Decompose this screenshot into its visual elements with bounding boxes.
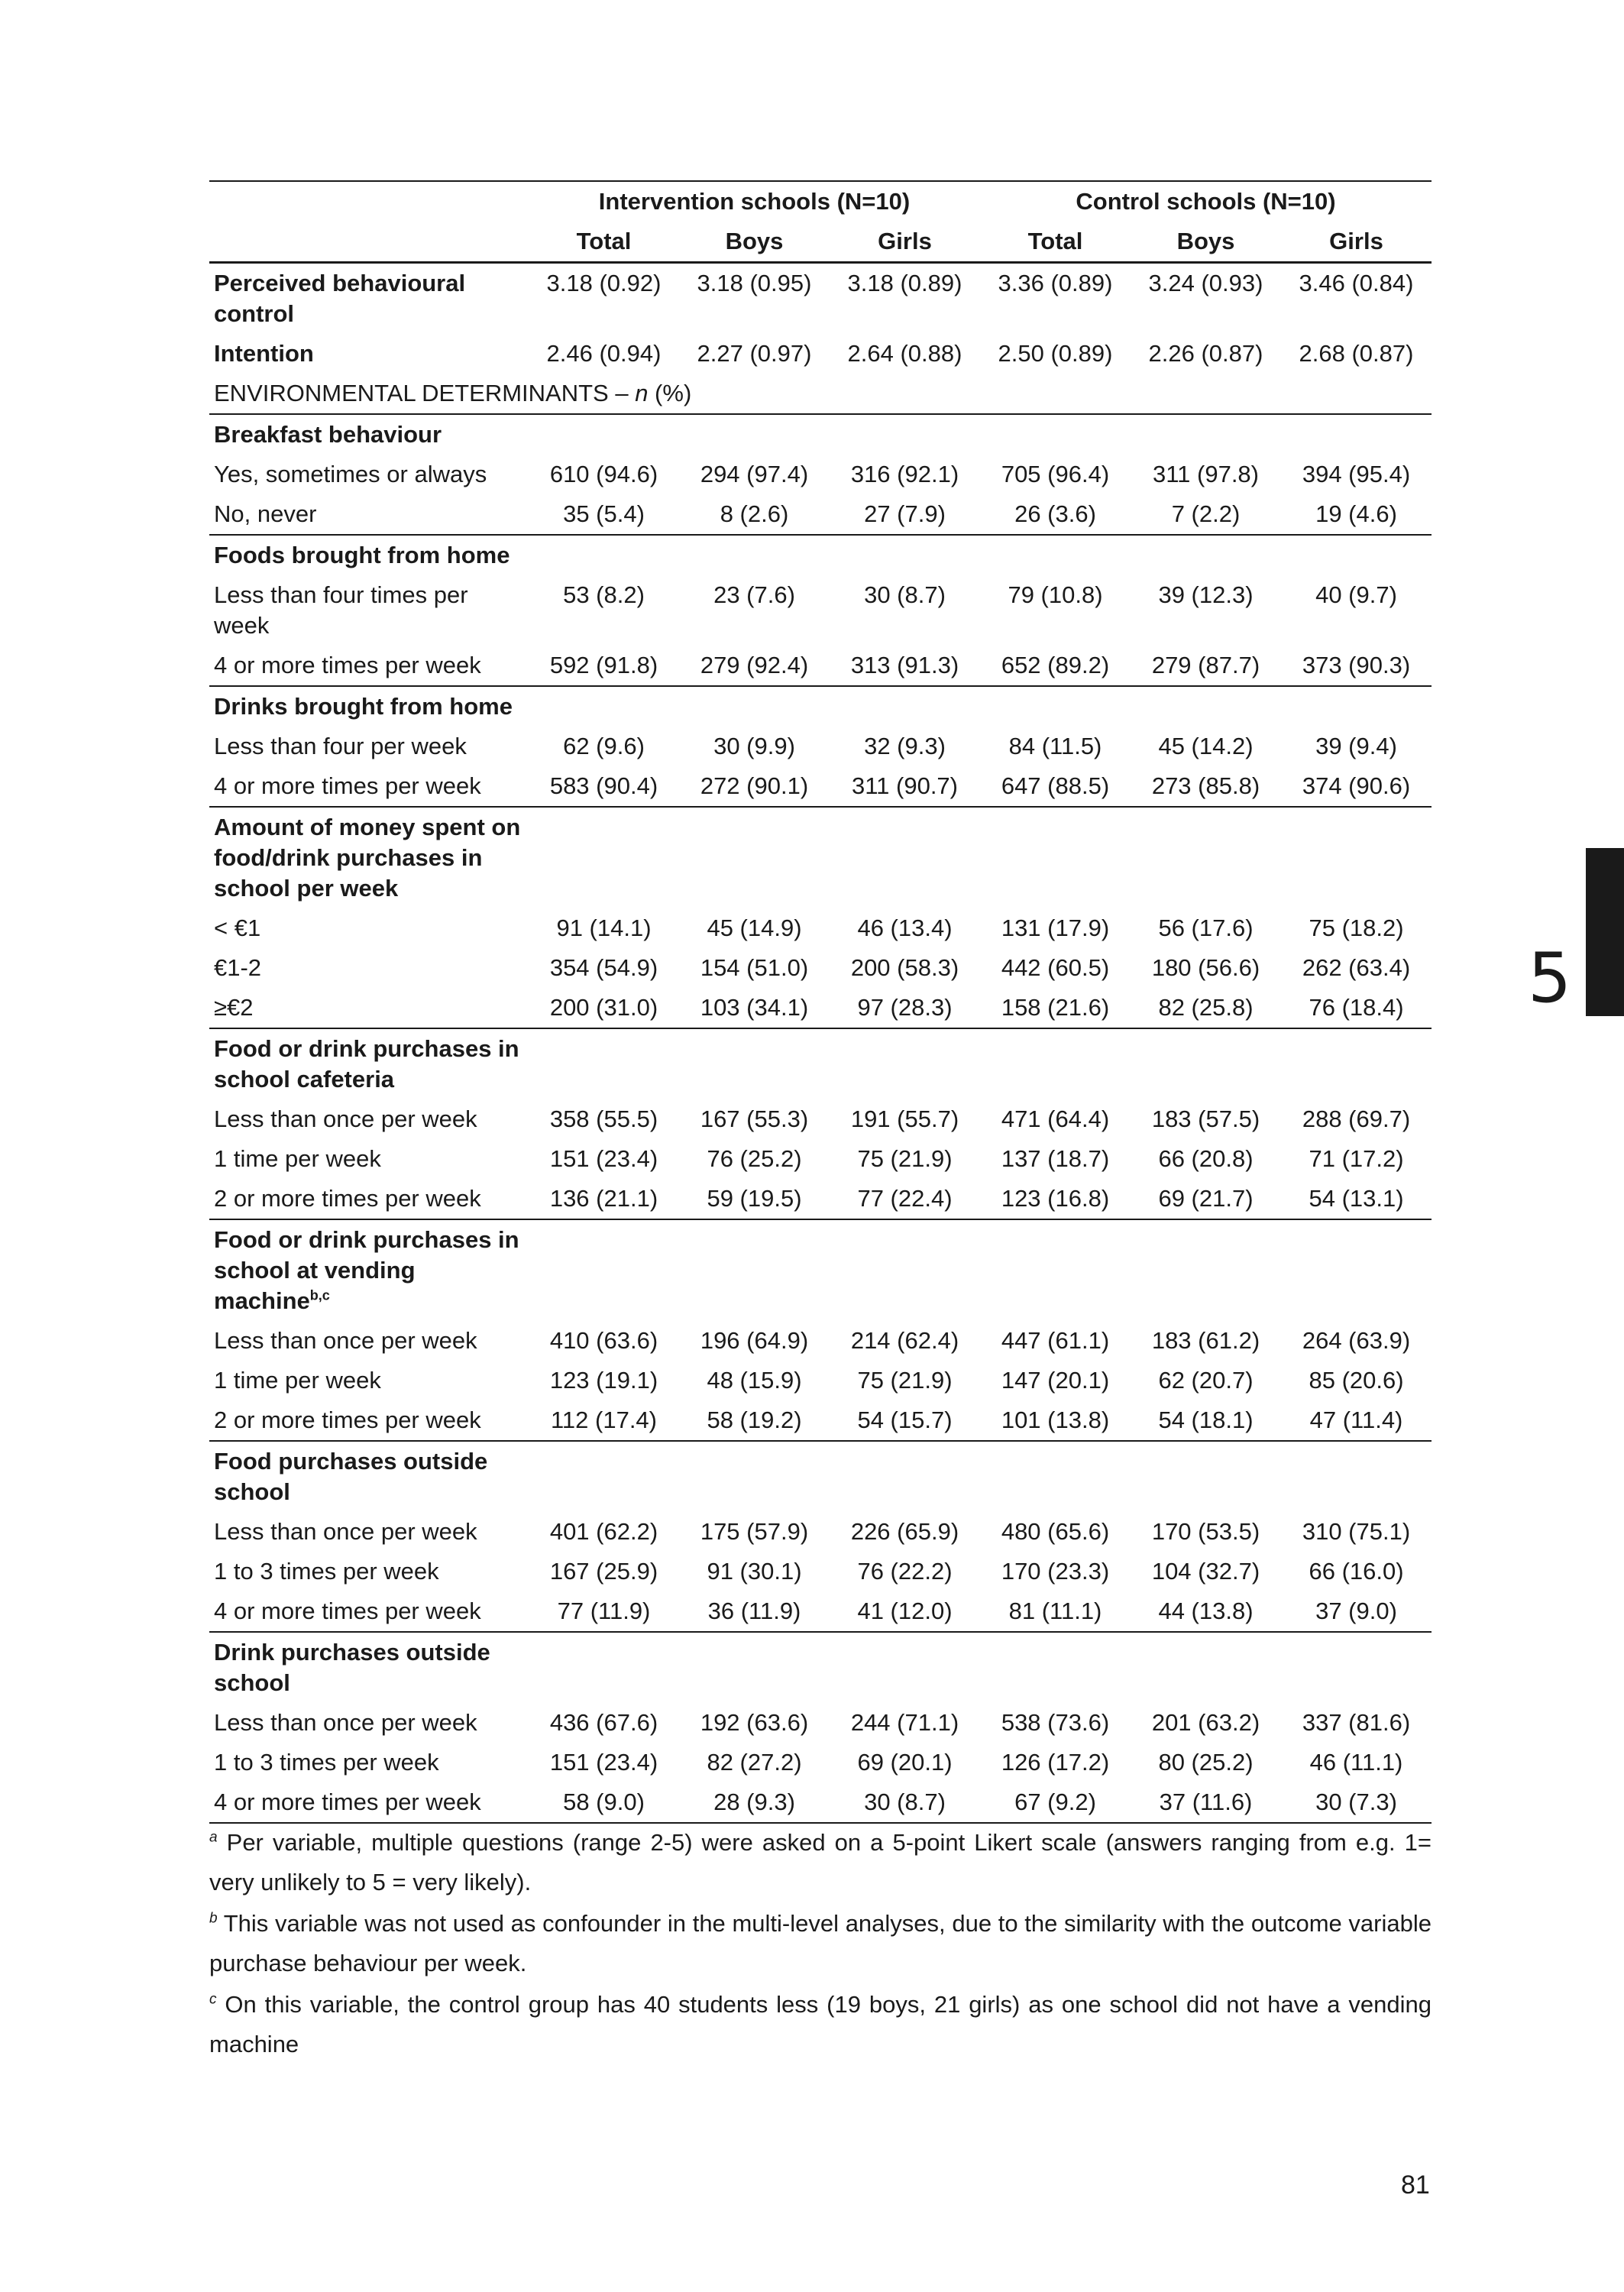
value-cell: 62 (20.7): [1158, 1367, 1254, 1394]
table-row: [209, 1361, 1432, 1400]
value-cell: 47 (11.4): [1281, 1400, 1432, 1441]
value-cell: 84 (11.5): [1008, 733, 1102, 759]
value-cell: 480 (65.6): [1001, 1518, 1110, 1545]
group-heading: [209, 1441, 529, 1512]
table-row: [209, 908, 1432, 948]
table-row: [209, 727, 1432, 766]
row-label: 1 time per week: [214, 1367, 381, 1394]
intervention-schools-header: Intervention schools (N=10): [529, 181, 980, 222]
group-heading: [209, 686, 529, 727]
footnote: [209, 1904, 1432, 1983]
value-cell: 91 (14.1): [556, 915, 652, 941]
empty-cell: [980, 807, 1131, 908]
value-cell: 201 (63.2): [1151, 1709, 1260, 1736]
value-cell: 126 (17.2): [1001, 1749, 1110, 1776]
value-cell: 191 (55.7): [850, 1106, 959, 1132]
group-heading-text: Food purchases outside school: [214, 1448, 488, 1505]
value-cell: 19 (4.6): [1281, 494, 1432, 535]
value-cell: 288 (69.7): [1302, 1106, 1411, 1132]
value-cell: 103 (34.1): [679, 988, 830, 1028]
value-cell: 77 (22.4): [830, 1179, 980, 1219]
value-cell: 123 (19.1): [549, 1367, 658, 1394]
value-cell: 35 (5.4): [529, 494, 679, 535]
value-cell: 471 (64.4): [1001, 1106, 1110, 1132]
value-cell: 200 (58.3): [850, 954, 959, 981]
empty-cell: [1131, 807, 1281, 908]
page-number: 81: [1401, 2171, 1430, 2200]
col-header-intervention-boys: Boys: [679, 222, 830, 263]
value-cell: 3.24 (0.93): [1148, 270, 1263, 296]
value-cell: 30 (7.3): [1281, 1782, 1432, 1823]
value-cell: 76 (18.4): [1281, 988, 1432, 1028]
value-cell: 196 (64.9): [700, 1327, 809, 1354]
empty-cell: [529, 1028, 679, 1099]
chapter-number: 5: [1528, 938, 1572, 1018]
col-header-control-boys: Boys: [1131, 222, 1281, 263]
footnote: [209, 1985, 1432, 2064]
value-cell: 316 (92.1): [850, 461, 959, 487]
value-cell: 3.18 (0.92): [546, 270, 662, 296]
value-cell: 180 (56.6): [1151, 954, 1260, 981]
empty-cell: [980, 535, 1131, 575]
table-row: [209, 948, 1432, 988]
empty-cell: [529, 807, 679, 908]
empty-cell: [1281, 535, 1432, 575]
empty-cell: [529, 686, 679, 727]
group-heading-row: [209, 807, 1432, 908]
table-row: [209, 1321, 1432, 1361]
section-heading: [209, 374, 1432, 414]
empty-cell: [980, 1441, 1131, 1512]
value-cell: 131 (17.9): [1001, 915, 1110, 941]
value-cell: 80 (25.2): [1158, 1749, 1254, 1776]
value-cell: 151 (23.4): [549, 1145, 658, 1172]
table-body: [209, 263, 1432, 1824]
value-cell: 54 (15.7): [830, 1400, 980, 1441]
group-heading-text: Food or drink purchases in school cafeteria: [214, 1035, 519, 1093]
value-cell: 436 (67.6): [549, 1709, 658, 1736]
table-row: [209, 1512, 1432, 1552]
row-label: 4 or more times per week: [209, 1591, 529, 1632]
value-cell: 705 (96.4): [1001, 461, 1110, 487]
empty-cell: [980, 1632, 1131, 1703]
value-cell: 294 (97.4): [700, 461, 809, 487]
table-row: [209, 1179, 1432, 1219]
value-cell: 226 (65.9): [850, 1518, 959, 1545]
empty-header-cell: [209, 222, 529, 263]
empty-cell: [830, 1632, 980, 1703]
table-row: [209, 1552, 1432, 1591]
empty-cell: [830, 1028, 980, 1099]
value-cell: 310 (75.1): [1302, 1518, 1411, 1545]
value-cell: 3.18 (0.89): [847, 270, 962, 296]
value-cell: 76 (25.2): [707, 1145, 802, 1172]
empty-cell: [1281, 414, 1432, 455]
row-label: 4 or more times per week: [209, 766, 529, 807]
section-heading-row: [209, 374, 1432, 414]
value-cell: 170 (53.5): [1151, 1518, 1260, 1545]
group-heading-row: [209, 1219, 1432, 1321]
value-cell: 39 (9.4): [1315, 733, 1397, 759]
value-cell: 54 (18.1): [1131, 1400, 1281, 1441]
group-heading-row: [209, 414, 1432, 455]
group-heading-text: Foods brought from home: [214, 542, 510, 568]
footnote-text: Per variable, multiple questions (range 2-5) were asked on a 5-point Likert scale (answers ranging from e.g. 1= very unlikely to 5 = very likely).: [209, 1829, 1432, 1895]
value-cell: 200 (31.0): [529, 988, 679, 1028]
value-cell: 28 (9.3): [679, 1782, 830, 1823]
value-cell: 82 (25.8): [1131, 988, 1281, 1028]
empty-cell: [679, 1219, 830, 1321]
row-label: Less than four times per week: [214, 581, 468, 639]
value-cell: 137 (18.7): [1001, 1145, 1110, 1172]
footnote-marker: c: [209, 1991, 217, 2008]
value-cell: 54 (13.1): [1281, 1179, 1432, 1219]
value-cell: 41 (12.0): [830, 1591, 980, 1632]
value-cell: 610 (94.6): [549, 461, 658, 487]
empty-cell: [1131, 414, 1281, 455]
value-cell: 85 (20.6): [1309, 1367, 1404, 1394]
value-cell: 66 (16.0): [1309, 1558, 1404, 1585]
table-row: [209, 988, 1432, 1028]
value-cell: 104 (32.7): [1151, 1558, 1260, 1585]
value-cell: 123 (16.8): [980, 1179, 1131, 1219]
table-row: [209, 766, 1432, 807]
empty-cell: [679, 1632, 830, 1703]
value-cell: 67 (9.2): [980, 1782, 1131, 1823]
value-cell: 374 (90.6): [1281, 766, 1432, 807]
value-cell: 56 (17.6): [1158, 915, 1254, 941]
table-row: [209, 646, 1432, 686]
empty-header-cell: [209, 181, 529, 222]
empty-cell: [679, 535, 830, 575]
chapter-tab-marker: [1586, 848, 1624, 1016]
value-cell: 44 (13.8): [1131, 1591, 1281, 1632]
value-cell: 2.46 (0.94): [546, 340, 662, 367]
section-heading-suffix: (%): [648, 380, 692, 406]
empty-cell: [529, 1219, 679, 1321]
value-cell: 69 (21.7): [1131, 1179, 1281, 1219]
row-label: ≥€2: [209, 988, 529, 1028]
empty-cell: [1281, 1441, 1432, 1512]
value-cell: 410 (63.6): [549, 1327, 658, 1354]
empty-cell: [1281, 1632, 1432, 1703]
value-cell: 147 (20.1): [1001, 1367, 1110, 1394]
value-cell: 592 (91.8): [529, 646, 679, 686]
row-label: < €1: [214, 915, 261, 941]
value-cell: 279 (87.7): [1131, 646, 1281, 686]
group-heading: [209, 535, 529, 575]
value-cell: 2.68 (0.87): [1299, 340, 1414, 367]
value-cell: 401 (62.2): [549, 1518, 658, 1545]
empty-cell: [679, 1028, 830, 1099]
value-cell: 167 (25.9): [549, 1558, 658, 1585]
value-cell: 3.18 (0.95): [697, 270, 812, 296]
empty-cell: [830, 414, 980, 455]
table-row: [209, 334, 1432, 374]
empty-cell: [1131, 1028, 1281, 1099]
empty-cell: [830, 1441, 980, 1512]
value-cell: 37 (11.6): [1131, 1782, 1281, 1823]
environmental-determinants-table: [209, 180, 1432, 1824]
value-cell: 170 (23.3): [1001, 1558, 1110, 1585]
row-label: No, never: [209, 494, 529, 535]
empty-cell: [679, 414, 830, 455]
value-cell: 192 (63.6): [700, 1709, 809, 1736]
row-label: Less than once per week: [214, 1106, 477, 1132]
group-heading: [209, 1632, 529, 1703]
group-heading-text: Breakfast behaviour: [214, 421, 442, 448]
value-cell: 45 (14.2): [1158, 733, 1254, 759]
value-cell: 154 (51.0): [700, 954, 809, 981]
value-cell: 46 (11.1): [1309, 1749, 1403, 1776]
value-cell: 2.64 (0.88): [847, 340, 962, 367]
value-cell: 3.46 (0.84): [1299, 270, 1414, 296]
value-cell: 91 (30.1): [707, 1558, 802, 1585]
value-cell: 358 (55.5): [549, 1106, 658, 1132]
value-cell: 647 (88.5): [980, 766, 1131, 807]
empty-cell: [1281, 686, 1432, 727]
row-label: 4 or more times per week: [209, 1782, 529, 1823]
value-cell: 81 (11.1): [980, 1591, 1131, 1632]
value-cell: 101 (13.8): [980, 1400, 1131, 1441]
row-label: 2 or more times per week: [209, 1179, 529, 1219]
value-cell: 66 (20.8): [1158, 1145, 1254, 1172]
empty-cell: [1131, 535, 1281, 575]
row-label: Less than once per week: [214, 1709, 477, 1736]
empty-cell: [529, 414, 679, 455]
empty-cell: [980, 686, 1131, 727]
empty-cell: [980, 414, 1131, 455]
table-row: [209, 1782, 1432, 1823]
group-heading-row: [209, 686, 1432, 727]
value-cell: 2.50 (0.89): [998, 340, 1113, 367]
table-row: [209, 1099, 1432, 1139]
value-cell: 447 (61.1): [1001, 1327, 1110, 1354]
value-cell: 58 (19.2): [679, 1400, 830, 1441]
value-cell: 75 (21.9): [857, 1145, 953, 1172]
footnote-text: This variable was not used as confounder in the multi-level analyses, due to the similarity with the outcome variable purchase behaviour per week.: [209, 1910, 1432, 1976]
value-cell: 69 (20.1): [857, 1749, 953, 1776]
value-cell: 652 (89.2): [980, 646, 1131, 686]
value-cell: 167 (55.3): [700, 1106, 809, 1132]
table-row: [209, 575, 1432, 646]
value-cell: 26 (3.6): [980, 494, 1131, 535]
table-row: [209, 455, 1432, 494]
group-heading-row: [209, 535, 1432, 575]
value-cell: 583 (90.4): [529, 766, 679, 807]
value-cell: 112 (17.4): [529, 1400, 679, 1441]
value-cell: 442 (60.5): [1001, 954, 1110, 981]
value-cell: 279 (92.4): [679, 646, 830, 686]
value-cell: 76 (22.2): [857, 1558, 953, 1585]
row-label: 1 to 3 times per week: [214, 1558, 439, 1585]
section-heading-italic: n: [635, 380, 649, 406]
value-cell: 30 (9.9): [713, 733, 795, 759]
table-row: [209, 494, 1432, 535]
group-heading: [209, 1219, 529, 1321]
footnote-reference: b,c: [309, 1287, 330, 1303]
value-cell: 2.27 (0.97): [697, 340, 812, 367]
value-cell: 75 (18.2): [1309, 915, 1404, 941]
value-cell: 311 (90.7): [830, 766, 980, 807]
value-cell: 2.26 (0.87): [1148, 340, 1263, 367]
group-heading-row: [209, 1632, 1432, 1703]
footnotes: [209, 1823, 1432, 2066]
value-cell: 262 (63.4): [1302, 954, 1411, 981]
value-cell: 48 (15.9): [707, 1367, 802, 1394]
footnote-marker: a: [209, 1829, 218, 1846]
value-cell: 23 (7.6): [713, 581, 795, 608]
footnote-marker: b: [209, 1910, 218, 1927]
empty-cell: [1131, 1632, 1281, 1703]
empty-cell: [1281, 807, 1432, 908]
value-cell: 214 (62.4): [850, 1327, 959, 1354]
table-row: [209, 1743, 1432, 1782]
value-cell: 183 (57.5): [1151, 1106, 1260, 1132]
value-cell: 151 (23.4): [549, 1749, 658, 1776]
group-heading: [209, 807, 529, 908]
value-cell: 79 (10.8): [1008, 581, 1103, 608]
value-cell: 264 (63.9): [1302, 1327, 1411, 1354]
value-cell: 3.36 (0.89): [998, 270, 1113, 296]
value-cell: 40 (9.7): [1315, 581, 1397, 608]
value-cell: 45 (14.9): [707, 915, 802, 941]
row-label: Intention: [214, 340, 314, 367]
group-heading-text: Drinks brought from home: [214, 693, 513, 720]
empty-cell: [1131, 1441, 1281, 1512]
value-cell: 272 (90.1): [679, 766, 830, 807]
value-cell: 373 (90.3): [1281, 646, 1432, 686]
value-cell: 337 (81.6): [1302, 1709, 1411, 1736]
footnote-text: On this variable, the control group has 40 students less (19 boys, 21 girls) as one school did not have a vending machine: [209, 1991, 1432, 2057]
value-cell: 46 (13.4): [857, 915, 953, 941]
empty-cell: [830, 1219, 980, 1321]
row-label: Less than once per week: [214, 1327, 477, 1354]
value-cell: 313 (91.3): [830, 646, 980, 686]
value-cell: 82 (27.2): [707, 1749, 802, 1776]
table-row: [209, 263, 1432, 335]
data-table-container: [209, 180, 1432, 1824]
row-label: €1-2: [214, 954, 262, 981]
value-cell: 59 (19.5): [679, 1179, 830, 1219]
empty-cell: [529, 1632, 679, 1703]
value-cell: 36 (11.9): [679, 1591, 830, 1632]
group-heading-row: [209, 1028, 1432, 1099]
group-heading-text: Amount of money spent on food/drink purchases in school per week: [214, 814, 521, 902]
table-row: [209, 1703, 1432, 1743]
value-cell: 39 (12.3): [1158, 581, 1254, 608]
empty-cell: [529, 535, 679, 575]
row-label: 1 to 3 times per week: [214, 1749, 439, 1776]
control-schools-header: Control schools (N=10): [980, 181, 1432, 222]
row-label: 1 time per week: [214, 1145, 381, 1172]
value-cell: 136 (21.1): [529, 1179, 679, 1219]
empty-cell: [529, 1441, 679, 1512]
value-cell: 311 (97.8): [1152, 461, 1259, 487]
value-cell: 183 (61.2): [1151, 1327, 1260, 1354]
value-cell: 58 (9.0): [529, 1782, 679, 1823]
col-header-intervention-girls: Girls: [830, 222, 980, 263]
group-heading-row: [209, 1441, 1432, 1512]
value-cell: 71 (17.2): [1309, 1145, 1404, 1172]
row-label: Perceived behavioural control: [214, 270, 466, 327]
value-cell: 175 (57.9): [700, 1518, 809, 1545]
value-cell: 8 (2.6): [679, 494, 830, 535]
empty-cell: [830, 686, 980, 727]
footnote: [209, 1823, 1432, 1902]
col-header-control-girls: Girls: [1281, 222, 1432, 263]
value-cell: 75 (21.9): [857, 1367, 953, 1394]
group-header-row: [209, 181, 1432, 222]
empty-cell: [980, 1028, 1131, 1099]
table-row: [209, 1139, 1432, 1179]
group-heading-text: Drink purchases outside school: [214, 1639, 490, 1696]
group-heading: [209, 1028, 529, 1099]
value-cell: 30 (8.7): [830, 1782, 980, 1823]
value-cell: 244 (71.1): [850, 1709, 959, 1736]
row-label: 4 or more times per week: [209, 646, 529, 686]
value-cell: 354 (54.9): [549, 954, 658, 981]
value-cell: 77 (11.9): [529, 1591, 679, 1632]
row-label: 2 or more times per week: [209, 1400, 529, 1441]
empty-cell: [679, 1441, 830, 1512]
empty-cell: [1131, 1219, 1281, 1321]
value-cell: 394 (95.4): [1302, 461, 1411, 487]
value-cell: 158 (21.6): [980, 988, 1131, 1028]
row-label: Yes, sometimes or always: [214, 461, 487, 487]
table-row: [209, 1591, 1432, 1632]
section-heading-text: ENVIRONMENTAL DETERMINANTS –: [214, 380, 636, 406]
col-header-intervention-total: Total: [529, 222, 679, 263]
value-cell: 97 (28.3): [830, 988, 980, 1028]
group-heading-text: Food or drink purchases in school at vending machine: [214, 1226, 519, 1314]
empty-cell: [980, 1219, 1131, 1321]
empty-cell: [679, 807, 830, 908]
empty-cell: [1281, 1028, 1432, 1099]
column-header-row: [209, 222, 1432, 263]
value-cell: 27 (7.9): [830, 494, 980, 535]
col-header-control-total: Total: [980, 222, 1131, 263]
empty-cell: [830, 807, 980, 908]
value-cell: 37 (9.0): [1281, 1591, 1432, 1632]
empty-cell: [679, 686, 830, 727]
value-cell: 53 (8.2): [563, 581, 645, 608]
empty-cell: [1131, 686, 1281, 727]
group-heading: [209, 414, 529, 455]
value-cell: 538 (73.6): [1001, 1709, 1110, 1736]
row-label: Less than four per week: [214, 733, 467, 759]
value-cell: 32 (9.3): [864, 733, 946, 759]
value-cell: 273 (85.8): [1131, 766, 1281, 807]
value-cell: 7 (2.2): [1131, 494, 1281, 535]
empty-cell: [830, 535, 980, 575]
value-cell: 62 (9.6): [563, 733, 645, 759]
table-row: [209, 1400, 1432, 1441]
row-label: Less than once per week: [214, 1518, 477, 1545]
value-cell: 30 (8.7): [864, 581, 946, 608]
empty-cell: [1281, 1219, 1432, 1321]
